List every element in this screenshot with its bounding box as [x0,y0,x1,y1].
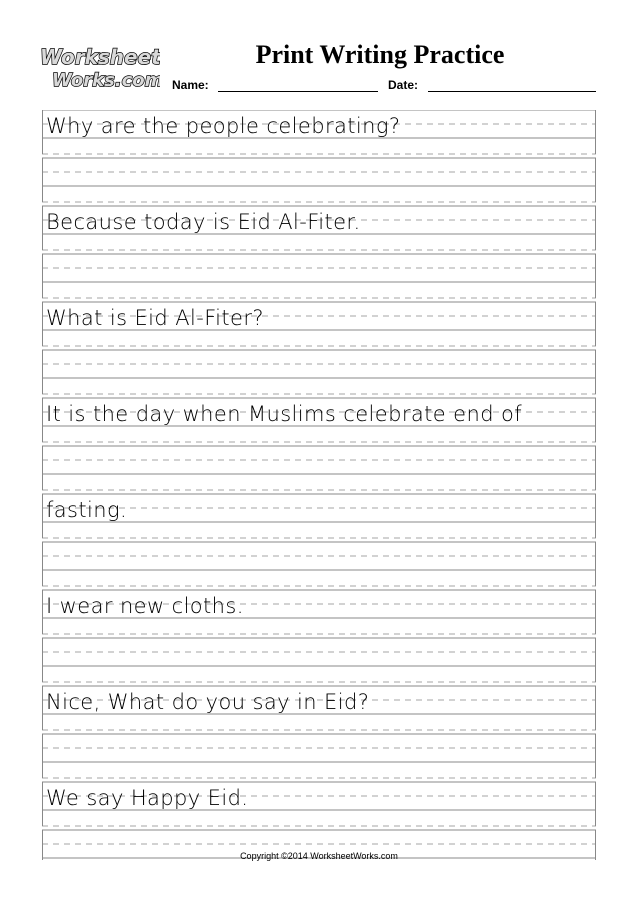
name-field-line[interactable] [218,91,378,92]
page-title: Print Writing Practice [255,40,505,69]
practice-sentence: fasting. [46,498,128,522]
date-field-line[interactable] [428,91,596,92]
copyright-footer: Copyright ©2014 WorksheetWorks.com [240,851,398,861]
practice-sentence: It is the day when Muslims celebrate end of [46,402,523,426]
logo-line1: Worksheet [40,45,160,69]
name-label: Name: [172,78,209,92]
practice-sentence: Why are the people celebrating? [46,114,401,138]
writing-practice-area [42,110,596,860]
practice-sentence: I wear new cloths. [46,594,244,618]
practice-sentence: What is Eid Al-Fiter? [46,306,264,330]
practice-sentence: Because today is Eid Al-Fiter. [46,210,361,234]
date-label: Date: [388,78,419,92]
practice-sentence: We say Happy Eid. [46,786,249,810]
worksheetworks-logo [38,42,160,94]
logo-line2: Works.com [52,70,160,91]
practice-sentence: Nice, What do you say in Eid? [46,690,370,714]
